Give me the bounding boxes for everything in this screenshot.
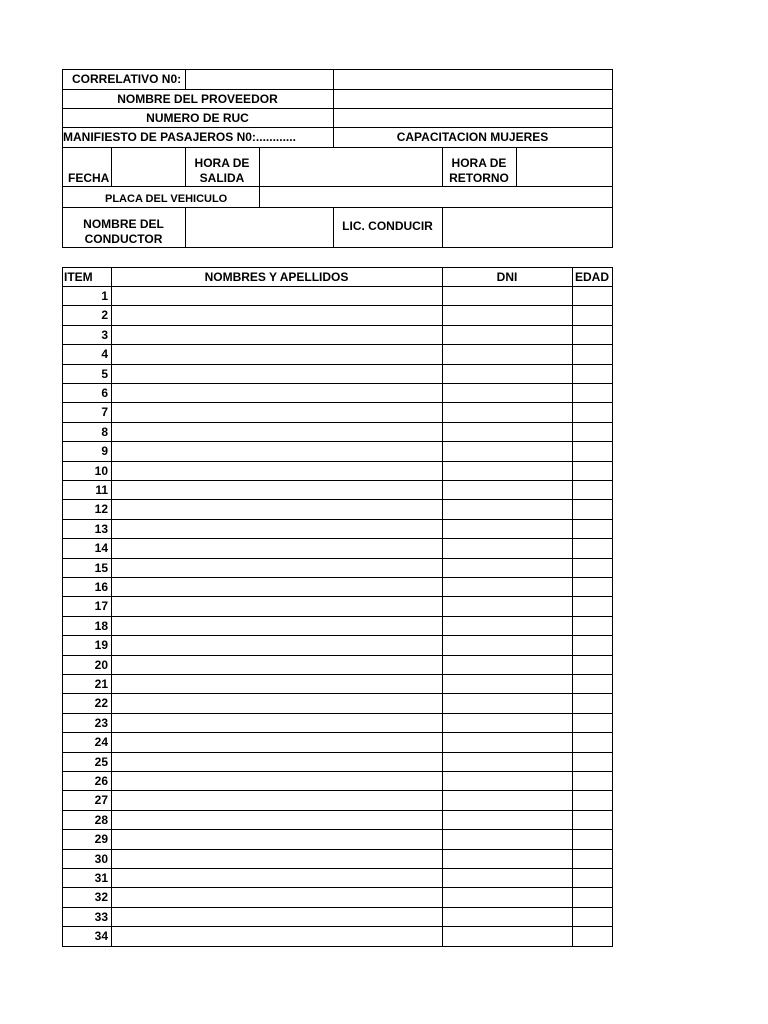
table-row [62, 713, 613, 733]
edad-cell[interactable] [572, 674, 612, 693]
nombres-cell[interactable] [111, 480, 442, 499]
dni-cell[interactable] [442, 713, 572, 732]
dni-cell[interactable] [442, 849, 572, 868]
dni-cell[interactable] [442, 441, 572, 460]
edad-cell[interactable] [572, 305, 612, 324]
table-row [62, 926, 613, 947]
dni-cell[interactable] [442, 829, 572, 848]
edad-cell[interactable] [572, 364, 612, 383]
col-header-nombres: NOMBRES Y APELLIDOS [204, 270, 349, 284]
table-row [62, 519, 613, 539]
table-row [62, 383, 613, 403]
edad-cell[interactable] [572, 577, 612, 596]
row-item-number: 26 [94, 774, 108, 788]
nombres-cell[interactable] [111, 286, 442, 305]
table-row [62, 422, 613, 442]
dni-cell[interactable] [442, 402, 572, 421]
table-row [62, 286, 613, 306]
row-item-number: 18 [94, 619, 108, 633]
nombres-cell[interactable] [111, 344, 442, 363]
nombres-cell[interactable] [111, 713, 442, 732]
proveedor-label: NOMBRE DEL PROVEEDOR [117, 92, 278, 106]
table-row [62, 635, 613, 656]
placa-label: PLACA DEL VEHICULO [105, 193, 228, 205]
table-row [62, 732, 613, 753]
col-header-edad: EDAD [574, 270, 609, 284]
table-row [62, 441, 613, 462]
row-item-number: 12 [94, 502, 108, 516]
table-row [62, 810, 613, 830]
edad-cell[interactable] [572, 499, 612, 518]
dni-cell[interactable] [442, 810, 572, 829]
table-row [62, 499, 613, 520]
nombres-cell[interactable] [111, 868, 442, 887]
correlativo-label: CORRELATIVO N0: [72, 72, 182, 86]
dni-cell[interactable] [442, 480, 572, 499]
table-row [62, 887, 613, 908]
table-row [62, 829, 613, 850]
conductor-label-2: CONDUCTOR [84, 232, 163, 246]
nombres-cell[interactable] [111, 596, 442, 615]
edad-cell[interactable] [572, 868, 612, 887]
nombres-cell[interactable] [111, 635, 442, 654]
nombres-cell[interactable] [111, 538, 442, 557]
dni-cell[interactable] [442, 596, 572, 615]
dni-cell[interactable] [442, 907, 572, 926]
row-item-number: 29 [94, 832, 108, 846]
row-item-number: 14 [94, 541, 108, 555]
dni-cell[interactable] [442, 771, 572, 790]
dni-cell[interactable] [442, 383, 572, 402]
dni-cell[interactable] [442, 286, 572, 305]
nombres-cell[interactable] [111, 441, 442, 460]
nombres-cell[interactable] [111, 790, 442, 809]
hora-retorno-label-2: RETORNO [449, 171, 509, 185]
table-row [62, 325, 613, 345]
row-item-number: 27 [94, 793, 108, 807]
edad-cell[interactable] [572, 887, 612, 906]
dni-cell[interactable] [442, 790, 572, 809]
table-row [62, 616, 613, 636]
nombres-cell[interactable] [111, 926, 442, 945]
dni-cell[interactable] [442, 499, 572, 518]
row-item-number: 15 [94, 561, 108, 575]
edad-cell[interactable] [572, 655, 612, 674]
row-item-number: 10 [94, 464, 108, 478]
dni-cell[interactable] [442, 693, 572, 712]
row-item-number: 11 [95, 483, 108, 497]
nombres-cell[interactable] [111, 752, 442, 771]
table-row [62, 849, 613, 869]
dni-cell[interactable] [442, 461, 572, 480]
table-row [62, 538, 613, 559]
conductor-label-1: NOMBRE DEL [83, 217, 164, 231]
dni-cell[interactable] [442, 558, 572, 577]
capacitacion-label: CAPACITACION MUJERES [396, 130, 549, 144]
row-item-number: 34 [94, 929, 108, 943]
row-item-number: 31 [94, 871, 108, 885]
row-item-number: 19 [94, 638, 108, 652]
row-item-number: 2 [101, 308, 108, 322]
edad-cell[interactable] [572, 732, 612, 751]
row-item-number: 13 [94, 522, 108, 536]
dni-cell[interactable] [442, 868, 572, 887]
edad-cell[interactable] [572, 771, 612, 790]
table-row [62, 596, 613, 617]
dni-cell[interactable] [442, 305, 572, 324]
table-row [62, 868, 613, 888]
nombres-cell[interactable] [111, 383, 442, 402]
row-item-number: 5 [101, 367, 108, 381]
hora-retorno-label-1: HORA DE [451, 156, 507, 170]
edad-cell[interactable] [572, 383, 612, 402]
dni-cell[interactable] [442, 616, 572, 635]
table-row [62, 461, 613, 481]
nombres-cell[interactable] [111, 829, 442, 848]
nombres-cell[interactable] [111, 907, 442, 926]
edad-cell[interactable] [572, 402, 612, 421]
nombres-cell[interactable] [111, 558, 442, 577]
row-item-number: 30 [94, 852, 108, 866]
dni-cell[interactable] [442, 325, 572, 344]
edad-cell[interactable] [572, 752, 612, 771]
row-item-number: 25 [94, 755, 108, 769]
nombres-cell[interactable] [111, 364, 442, 383]
dni-cell[interactable] [442, 655, 572, 674]
dni-cell[interactable] [442, 344, 572, 363]
licencia-label: LIC. CONDUCIR [342, 219, 433, 233]
nombres-cell[interactable] [111, 422, 442, 441]
col-header-dni: DNI [496, 270, 518, 284]
nombres-cell[interactable] [111, 655, 442, 674]
row-item-number: 32 [94, 890, 108, 904]
dni-cell[interactable] [442, 577, 572, 596]
edad-cell[interactable] [572, 538, 612, 557]
edad-cell[interactable] [572, 907, 612, 926]
row-item-number: 22 [94, 696, 108, 710]
edad-cell[interactable] [572, 558, 612, 577]
nombres-cell[interactable] [111, 577, 442, 596]
row-item-number: 24 [94, 735, 108, 749]
table-row [62, 305, 613, 326]
dni-cell[interactable] [442, 538, 572, 557]
nombres-cell[interactable] [111, 499, 442, 518]
row-item-number: 6 [101, 386, 108, 400]
row-item-number: 3 [101, 328, 108, 342]
row-item-number: 23 [94, 716, 108, 730]
edad-cell[interactable] [572, 422, 612, 441]
edad-cell[interactable] [572, 461, 612, 480]
nombres-cell[interactable] [111, 849, 442, 868]
row-item-number: 9 [101, 444, 108, 458]
edad-cell[interactable] [572, 810, 612, 829]
table-row [62, 693, 613, 714]
dni-cell[interactable] [442, 364, 572, 383]
dni-cell[interactable] [442, 926, 572, 945]
edad-cell[interactable] [572, 325, 612, 344]
row-item-number: 28 [94, 813, 108, 827]
edad-cell[interactable] [572, 596, 612, 615]
dni-cell[interactable] [442, 422, 572, 441]
dni-cell[interactable] [442, 519, 572, 538]
nombres-cell[interactable] [111, 325, 442, 344]
nombres-cell[interactable] [111, 810, 442, 829]
row-item-number: 7 [101, 405, 108, 419]
hora-salida-label-2: SALIDA [199, 171, 245, 185]
dni-cell[interactable] [442, 752, 572, 771]
dni-cell[interactable] [442, 674, 572, 693]
edad-cell[interactable] [572, 344, 612, 363]
manifiesto-label: MANIFIESTO DE PASAJEROS N0:............ [63, 130, 296, 144]
edad-cell[interactable] [572, 849, 612, 868]
dni-cell[interactable] [442, 732, 572, 751]
row-item-number: 21 [94, 677, 108, 691]
row-item-number: 8 [101, 425, 108, 439]
dni-cell[interactable] [442, 887, 572, 906]
nombres-cell[interactable] [111, 693, 442, 712]
table-row [62, 344, 613, 365]
row-item-number: 16 [94, 580, 108, 594]
ruc-label: NUMERO DE RUC [146, 111, 249, 125]
edad-cell[interactable] [572, 519, 612, 538]
nombres-cell[interactable] [111, 305, 442, 324]
table-row [62, 752, 613, 772]
table-row [62, 364, 613, 384]
row-item-number: 33 [94, 910, 108, 924]
edad-cell[interactable] [572, 790, 612, 809]
nombres-cell[interactable] [111, 771, 442, 790]
dni-cell[interactable] [442, 635, 572, 654]
table-row [62, 577, 613, 597]
table-row [62, 480, 613, 500]
col-header-item: ITEM [64, 270, 93, 284]
edad-cell[interactable] [572, 616, 612, 635]
nombres-cell[interactable] [111, 461, 442, 480]
table-row [62, 655, 613, 675]
edad-cell[interactable] [572, 693, 612, 712]
fecha-label: FECHA [68, 171, 110, 185]
table-row [62, 771, 613, 791]
table-row [62, 790, 613, 811]
table-row [62, 907, 613, 927]
edad-cell[interactable] [572, 635, 612, 654]
edad-cell[interactable] [572, 926, 612, 945]
edad-cell[interactable] [572, 829, 612, 848]
row-item-number: 1 [101, 289, 108, 303]
nombres-cell[interactable] [111, 674, 442, 693]
row-item-number: 20 [94, 658, 108, 672]
edad-cell[interactable] [572, 441, 612, 460]
table-row [62, 558, 613, 578]
nombres-cell[interactable] [111, 616, 442, 635]
nombres-cell[interactable] [111, 887, 442, 906]
nombres-cell[interactable] [111, 519, 442, 538]
row-item-number: 4 [101, 347, 108, 361]
table-row [62, 674, 613, 694]
edad-cell[interactable] [572, 286, 612, 305]
nombres-cell[interactable] [111, 402, 442, 421]
table-row [62, 402, 613, 423]
nombres-cell[interactable] [111, 732, 442, 751]
row-item-number: 17 [94, 599, 108, 613]
hora-salida-label-1: HORA DE [194, 156, 250, 170]
edad-cell[interactable] [572, 480, 612, 499]
edad-cell[interactable] [572, 713, 612, 732]
